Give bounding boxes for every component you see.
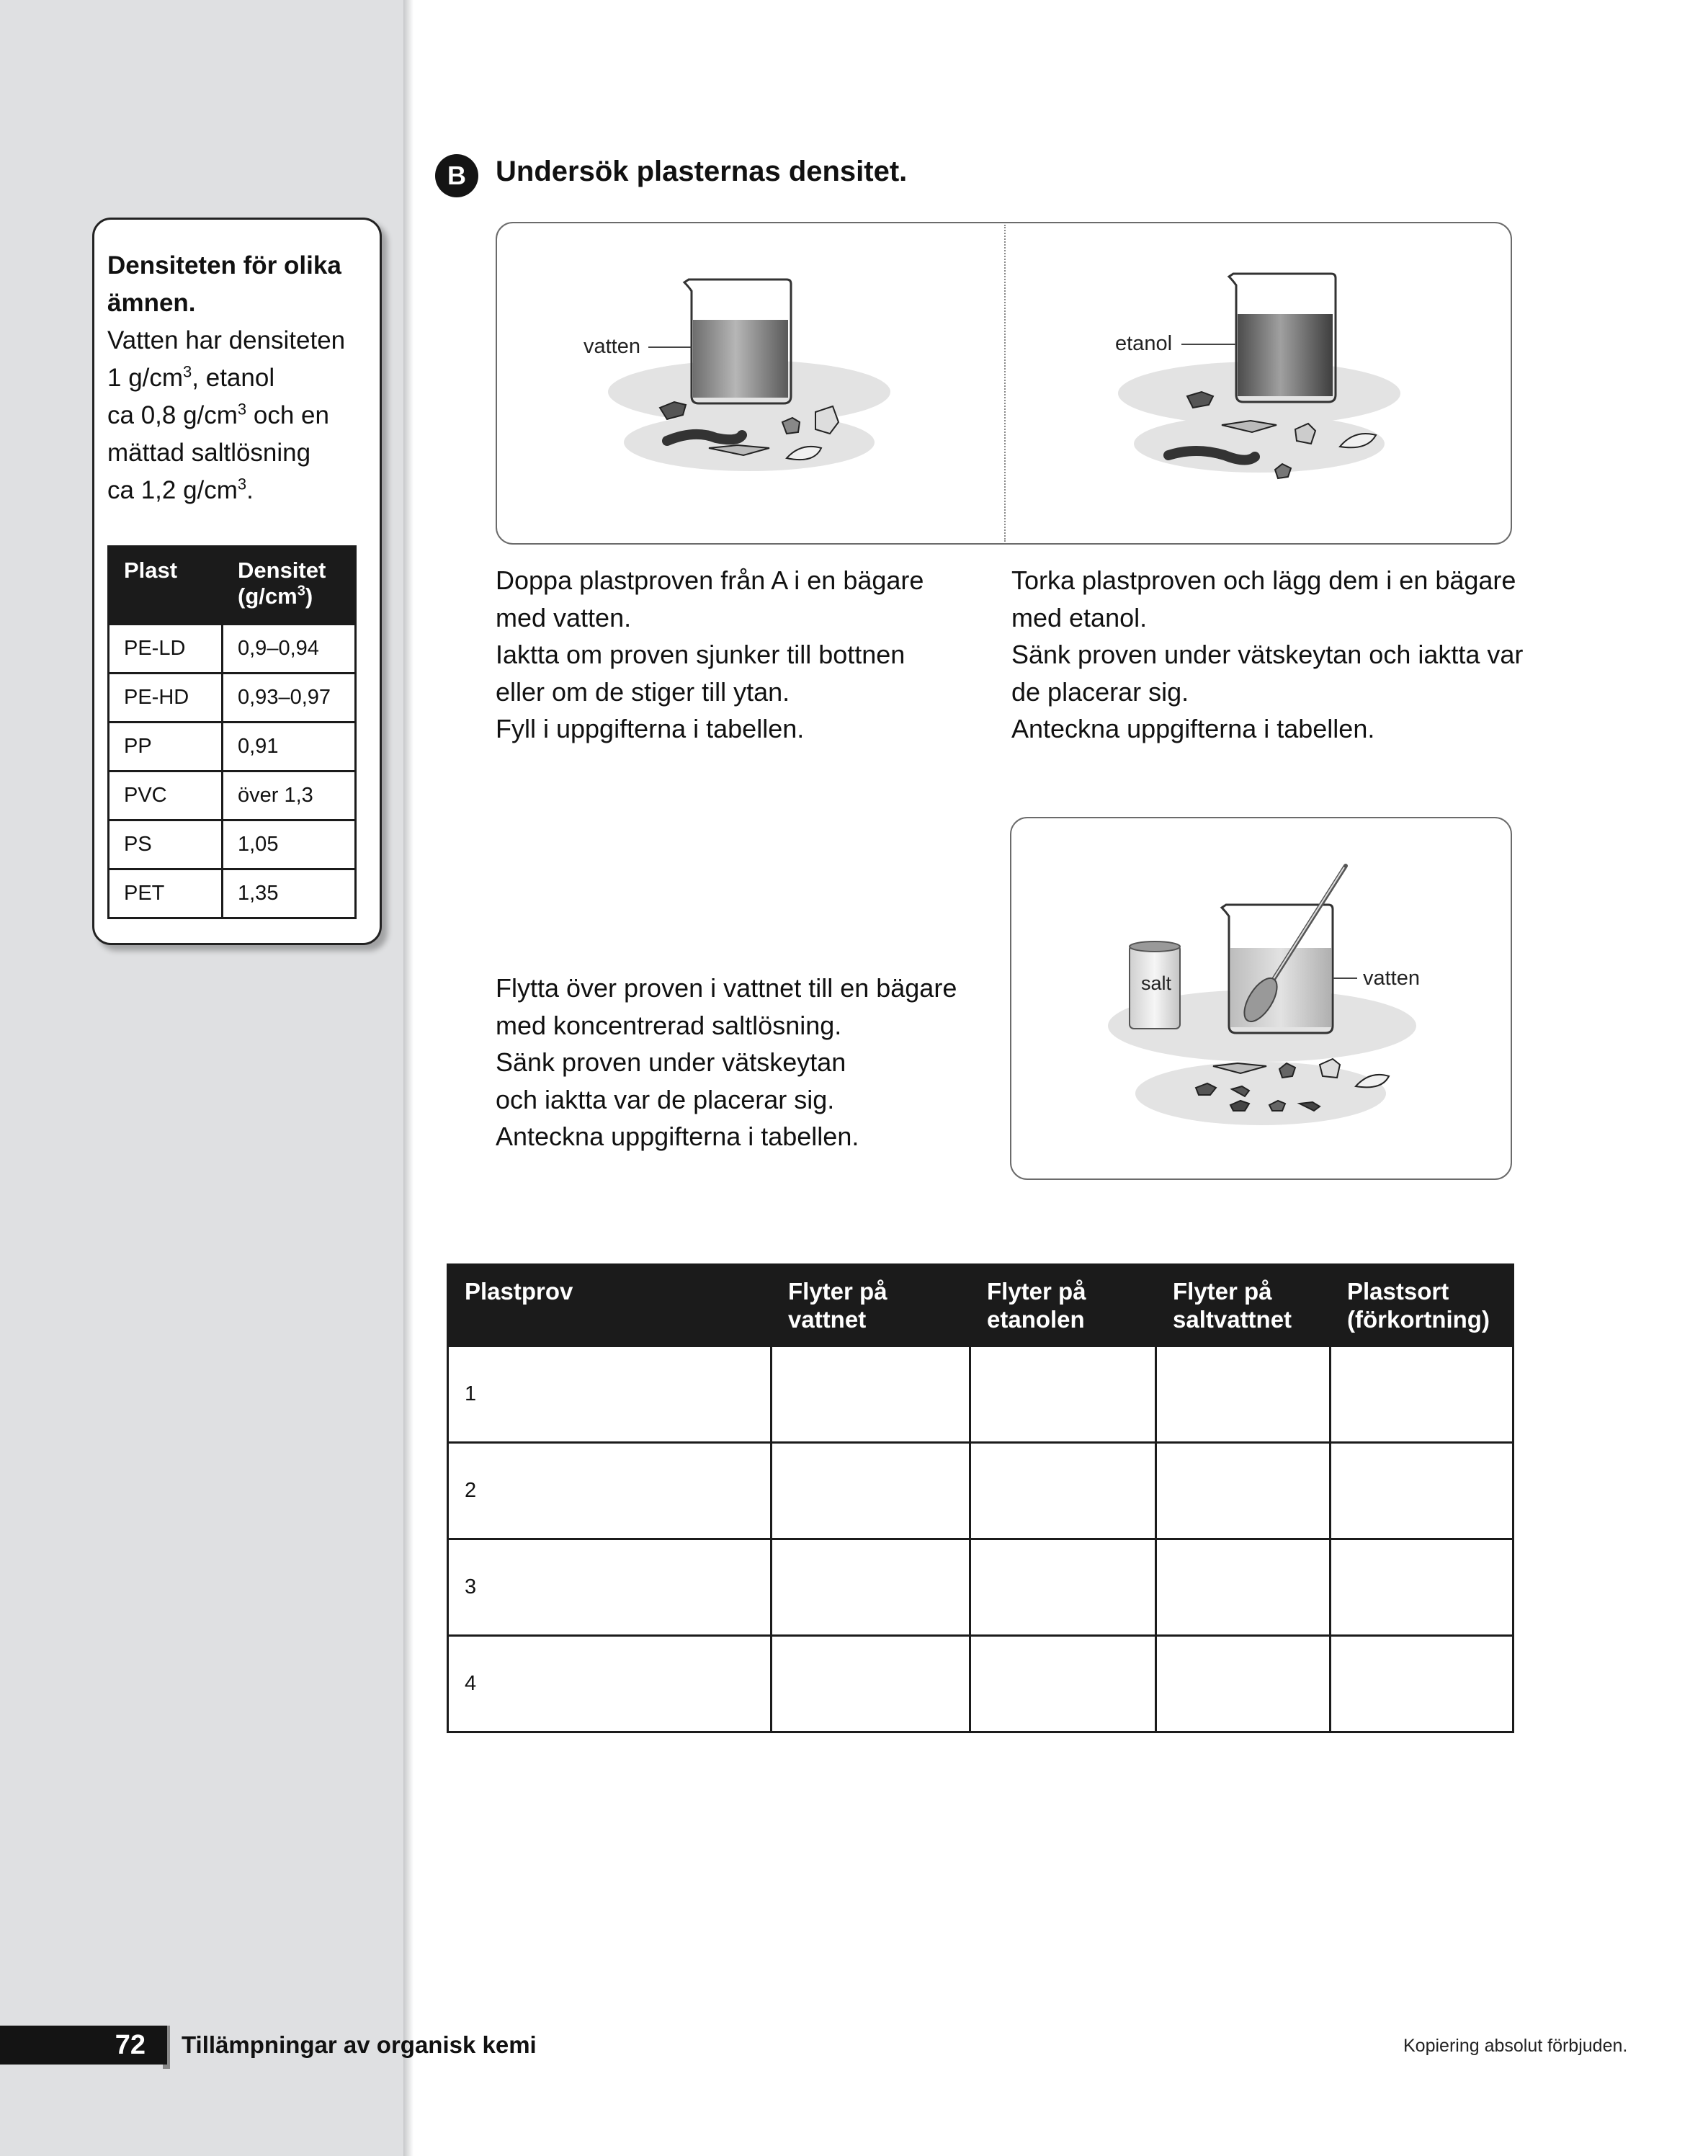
table-row (448, 1443, 1513, 1539)
header-flyter-saltvattnet (1156, 1265, 1331, 1346)
sample-number-cell: 4 (448, 1636, 772, 1732)
water-label: vatten (584, 335, 640, 358)
table-row (109, 771, 356, 820)
answer-cell[interactable] (970, 1443, 1156, 1539)
info-line-2b: , etanol (192, 364, 275, 392)
water-beaker-scene (500, 226, 997, 540)
table-row (109, 723, 356, 771)
step3-text (496, 970, 957, 1155)
densitet-cell: 1,05 (223, 820, 356, 869)
densitet-cell: 0,91 (223, 723, 356, 771)
section-heading: Undersök plasternas densitet. (496, 156, 908, 187)
text-line: med etanol. (1011, 602, 1148, 632)
salt-can-label: salt (1141, 972, 1172, 994)
plast-cell: PS (109, 820, 223, 869)
header-line: vattnet (788, 1306, 867, 1333)
table-row (109, 869, 356, 918)
answer-cell[interactable] (772, 1539, 970, 1636)
text-line: Iaktta om proven sjunker till bottnen (496, 640, 906, 669)
text-line: Doppa plastproven från A i en bägare (496, 565, 924, 595)
answer-cell[interactable] (1331, 1636, 1513, 1732)
answer-cell[interactable] (1156, 1443, 1331, 1539)
answer-cell[interactable] (970, 1539, 1156, 1636)
header-flyter-etanolen (970, 1265, 1156, 1346)
header-densitet-l2end: ) (305, 583, 313, 609)
header-line: saltvattnet (1173, 1306, 1292, 1333)
salt-can-lid (1130, 941, 1180, 952)
section-marker: B (435, 154, 478, 197)
header-line: Flyter på (1173, 1278, 1272, 1305)
results-table (447, 1263, 1514, 1733)
plast-cell: PE-HD (109, 674, 223, 723)
answer-cell[interactable] (772, 1636, 970, 1732)
answer-cell[interactable] (1331, 1539, 1513, 1636)
plast-cell: PE-LD (109, 625, 223, 674)
densitet-cell: 0,93–0,97 (223, 674, 356, 723)
answer-cell[interactable] (1156, 1636, 1331, 1732)
density-info-box (92, 218, 382, 945)
header-plast: Plast (109, 547, 223, 625)
sample-strip (667, 434, 742, 441)
ethanol-beaker-scene (1009, 226, 1506, 540)
answer-cell[interactable] (970, 1346, 1156, 1443)
info-line-4: mättad saltlösning (107, 439, 311, 467)
density-table (107, 545, 357, 919)
plast-cell: PET (109, 869, 223, 918)
plast-cell: PVC (109, 771, 223, 820)
header-line: etanolen (987, 1306, 1085, 1333)
info-heading: Densiteten för olika ämnen. (107, 251, 341, 317)
chapter-title: Tillämpningar av organisk kemi (182, 2031, 537, 2058)
header-line: Plastsort (1347, 1278, 1449, 1305)
results-header-row (448, 1265, 1513, 1346)
header-line: (förkortning) (1347, 1306, 1490, 1333)
answer-cell[interactable] (1331, 1346, 1513, 1443)
answer-cell[interactable] (1156, 1539, 1331, 1636)
step1-text (496, 562, 924, 748)
info-sup-2: 3 (237, 400, 247, 419)
page-number: 72 (0, 2026, 167, 2065)
text-line: Sänk proven under vätskeytan och iaktta var (1011, 640, 1524, 669)
text-line: Torka plastproven och lägg dem i en bägare (1011, 565, 1516, 595)
info-line-5a: ca 1,2 g/cm (107, 476, 238, 504)
answer-cell[interactable] (1156, 1346, 1331, 1443)
text-line: Anteckna uppgifterna i tabellen. (1011, 714, 1375, 743)
text-line: de placerar sig. (1011, 676, 1189, 707)
answer-cell[interactable] (970, 1636, 1156, 1732)
density-info-text (107, 247, 367, 509)
info-line-3b: och en (246, 401, 329, 429)
table-row (448, 1636, 1513, 1732)
sample-piece (1320, 1059, 1340, 1078)
header-plastsort (1331, 1265, 1513, 1346)
copyright-note: Kopiering absolut förbjuden. (1403, 2036, 1628, 2056)
step2-text (1011, 562, 1523, 748)
header-line: Flyter på (788, 1278, 887, 1305)
text-line: med vatten. (496, 602, 632, 632)
info-sup-1: 3 (183, 362, 192, 381)
text-line: Flytta över proven i vattnet till en bägare (496, 973, 957, 1003)
answer-cell[interactable] (772, 1443, 970, 1539)
header-densitet-sup: 3 (297, 583, 305, 599)
sidebar-shadow (403, 0, 413, 2156)
water-liquid (693, 320, 788, 398)
header-flyter-vattnet (772, 1265, 970, 1346)
ethanol-label: etanol (1115, 332, 1173, 355)
info-line-2a: 1 g/cm (107, 364, 184, 392)
info-line-1: Vatten har densiteten (107, 326, 346, 354)
text-line: med koncentrerad saltlösning. (496, 1010, 842, 1040)
densitet-cell: 0,9–0,94 (223, 625, 356, 674)
info-line-5b: . (246, 476, 254, 504)
header-densitet (223, 547, 356, 625)
ethanol-liquid (1238, 314, 1333, 396)
info-sup-3: 3 (237, 475, 247, 493)
text-line: Fyll i uppgifterna i tabellen. (496, 714, 805, 743)
header-densitet-l2: (g/cm (238, 583, 298, 609)
densitet-cell: 1,35 (223, 869, 356, 918)
text-line: Anteckna uppgifterna i tabellen. (496, 1122, 859, 1151)
table-shadow (1135, 1062, 1386, 1125)
sample-number-cell: 3 (448, 1539, 772, 1636)
table-row (448, 1539, 1513, 1636)
plast-cell: PP (109, 723, 223, 771)
density-table-header (109, 547, 356, 625)
table-row (109, 625, 356, 674)
text-line: och iaktta var de placerar sig. (496, 1084, 835, 1114)
header-line: Flyter på (987, 1278, 1086, 1305)
salt-water-label: vatten (1363, 967, 1420, 990)
table-row (109, 820, 356, 869)
answer-cell[interactable] (1331, 1443, 1513, 1539)
header-densitet-l1: Densitet (238, 558, 326, 583)
header-line: Plastprov (465, 1278, 573, 1305)
answer-cell[interactable] (772, 1346, 970, 1443)
text-line: eller om de stiger till ytan. (496, 676, 790, 707)
sample-number-cell: 2 (448, 1443, 772, 1539)
text-line: Sänk proven under vätskeytan (496, 1047, 846, 1077)
table-row (109, 674, 356, 723)
panel-divider (1004, 225, 1006, 542)
sample-number-cell: 1 (448, 1346, 772, 1443)
header-plastprov (448, 1265, 772, 1346)
salt-beaker-scene (1013, 820, 1510, 1177)
info-line-3a: ca 0,8 g/cm (107, 401, 238, 429)
table-row (448, 1346, 1513, 1443)
densitet-cell: över 1,3 (223, 771, 356, 820)
